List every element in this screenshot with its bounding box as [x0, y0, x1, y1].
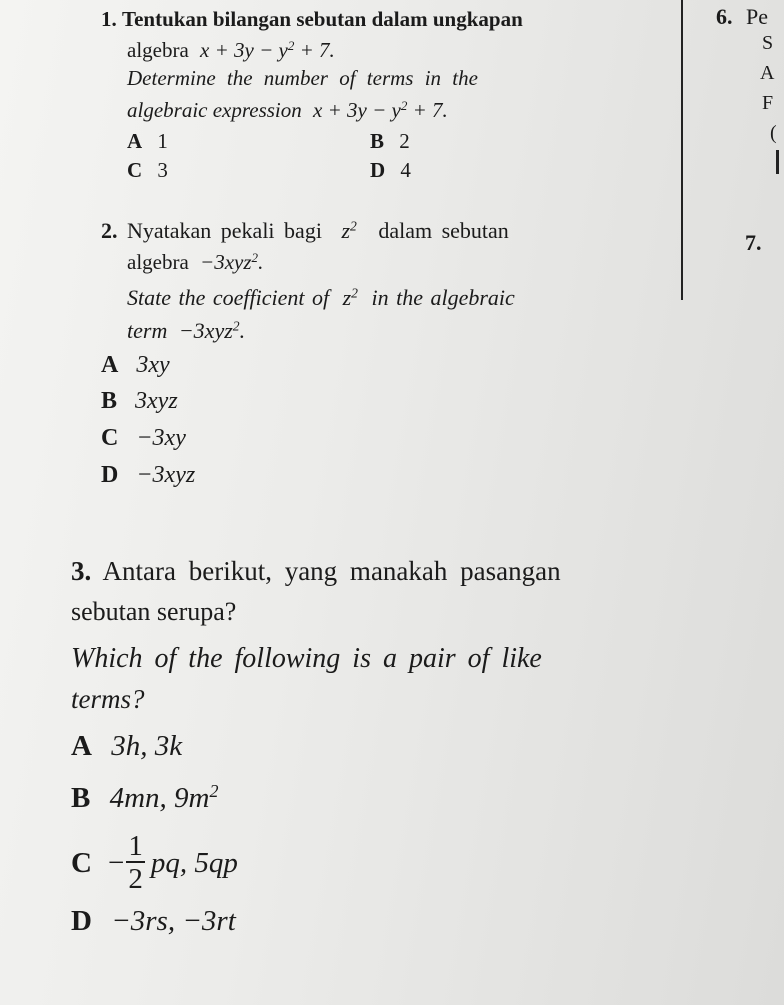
option-d[interactable]: D −3rs, −3rt — [71, 905, 236, 937]
algebraic-expression: $x + 3y - y^2 + 7$. — [200, 37, 335, 62]
option-b[interactable]: B 4mn, $9m^2$ — [71, 781, 219, 814]
question-number: 6. — [716, 4, 733, 29]
option-c[interactable]: C −3xy — [101, 425, 186, 451]
variable-z-squared: $z^2$ — [342, 285, 358, 310]
option-b[interactable]: B 3xyz — [101, 388, 178, 414]
algebraic-expression: $x + 3y - y^2 + 7$. — [313, 97, 448, 122]
option-b[interactable]: B 2 — [370, 129, 410, 153]
option-a[interactable]: A 3h, 3k — [71, 730, 183, 762]
question-text-malay-prefix: algebra — [127, 38, 189, 62]
option-a[interactable]: A 1 — [127, 129, 168, 153]
option-a[interactable]: A 3xy — [101, 352, 170, 378]
algebraic-term: −3xyz$^2$. — [178, 318, 246, 343]
question-text-malay: Tentukan bilangan sebutan dalam ungkapan — [122, 7, 523, 31]
option-c[interactable]: C − $\frac{1}{2}$ pq, 5qp — [71, 830, 238, 895]
fraction-one-half: $\frac{1}{2}$ — [128, 830, 143, 895]
question-text-english-prefix: algebraic expression — [127, 98, 302, 122]
question-text-english: Determine the number of terms in the — [127, 66, 478, 90]
question-number: 7. — [745, 230, 762, 255]
option-d[interactable]: D −3xyz — [101, 462, 196, 488]
variable-z-squared: $z^2$ — [341, 218, 357, 243]
question-number: 3. — [71, 556, 92, 586]
column-divider — [681, 0, 683, 300]
cut-off-mark — [776, 150, 779, 174]
question-number: 1. — [101, 7, 117, 31]
option-d[interactable]: D 4 — [370, 158, 411, 182]
algebraic-term: −3xyz$^2$. — [200, 249, 264, 274]
option-c[interactable]: C 3 — [127, 158, 168, 182]
question-number: 2. — [101, 218, 118, 243]
